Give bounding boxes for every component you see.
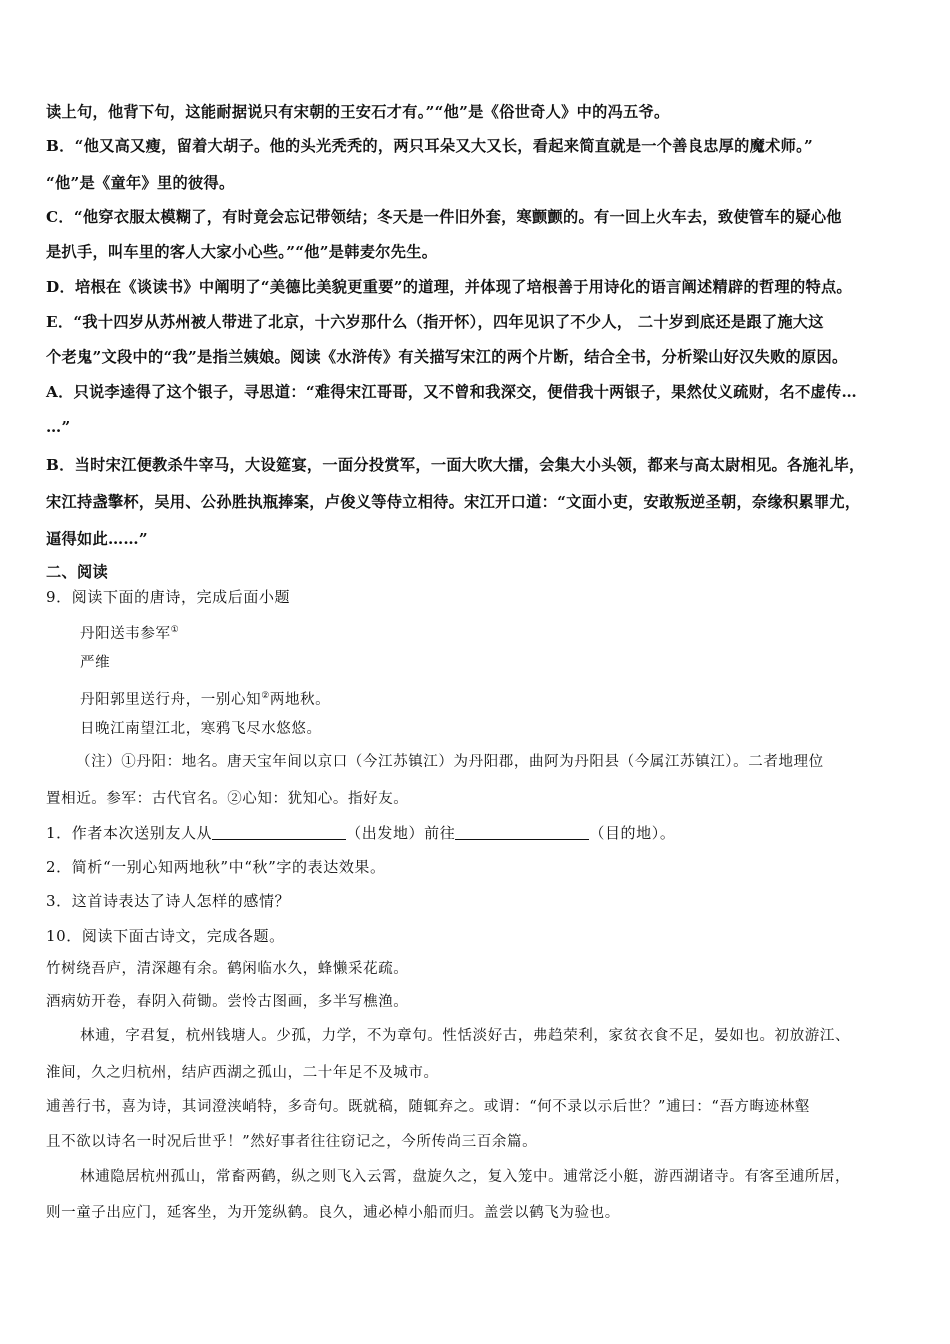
passage-line: 林逋，字君复，杭州钱塘人。少孤，力学，不为章句。性恬淡好古，弗趋荣利，家贫衣食不足，晏如也。初放游江、 xyxy=(80,1028,851,1044)
passage-line: 则一童子出应门，延客坐，为开笼纵鹤。良久，逋必棹小船而归。盖尝以鹤飞为验也。 xyxy=(46,1205,620,1221)
sub-question-1: 1．作者本次送别友人从 （出发地）前往 （目的地）。 xyxy=(46,824,676,842)
option-text-line: A．只说李逵得了这个银子，寻思道：“难得宋江哥哥，又不曾和我深交，便借我十两银子，果然仗义疏财，名不虚传… xyxy=(46,383,857,401)
passage-line: 林逋隐居杭州孤山，常畜两鹤，纵之则飞入云霄，盘旋久之，复入笼中。逋常泛小艇，游西湖诸寺。有客至逋所居， xyxy=(80,1169,851,1185)
sub-question-2: 2．简析“一别心知两地秋”中“秋”字的表达效果。 xyxy=(46,858,386,876)
option-text-line: 逼得如此……” xyxy=(46,530,148,548)
option-text-line: …” xyxy=(46,418,71,436)
option-text-line: 是扒手，叫车里的客人大家小心些。”“他”是韩麦尔先生。 xyxy=(46,243,438,261)
option-text-line: 个老鬼”文段中的“我”是指兰姨娘。阅读《水浒传》有关描写宋江的两个片断，结合全书，分析梁山好汉失败的原因。 xyxy=(46,348,848,366)
passage-line: 淮间，久之归杭州，结庐西湖之孤山，二十年足不及城市。 xyxy=(46,1065,439,1081)
section-heading: 二、阅读 xyxy=(46,563,108,581)
option-text-line: B．当时宋江便教杀牛宰马，大设筵宴，一面分投赏军，一面大吹大擂，会集大小头领，都来与高太尉相见。各施礼毕， xyxy=(46,456,865,474)
option-text-line: “他”是《童年》里的彼得。 xyxy=(46,174,235,192)
question-10-prompt: 10．阅读下面古诗文，完成各题。 xyxy=(46,927,285,945)
question-9-prompt: 9．阅读下面的唐诗，完成后面小题 xyxy=(46,588,291,606)
passage-line: 酒病妨开卷，春阴入荷锄。尝怜古图画，多半写樵渔。 xyxy=(46,994,409,1010)
passage-line: 逋善行书，喜为诗，其词澄浃峭特，多奇句。既就稿，随辄弃之。或谓：“何不录以示后世？”逋曰：“吾方晦迹林壑 xyxy=(46,1099,810,1115)
poem-title: 丹阳送韦参军① xyxy=(80,625,180,642)
option-text-line: E．“我十四岁从苏州被人带进了北京，十六岁那什么（指开怀），四年见识了不少人， 二十岁到底还是跟了施大这 xyxy=(46,313,824,331)
poem-line: 丹阳郭里送行舟，一别心知②两地秋。 xyxy=(80,691,331,708)
passage-line: 竹树绕吾庐，清深趣有余。鹤闲临水久，蜂懒采花疏。 xyxy=(46,961,409,977)
poem-author: 严维 xyxy=(80,655,111,671)
option-text-line: D．培根在《谈读书》中阐明了“美德比美貌更重要”的道理，并体现了培根善于用诗化的语言阐述精辟的哲理的特点。 xyxy=(46,278,852,296)
option-text-line: C．“他穿衣服太模糊了，有时竟会忘记带领结；冬天是一件旧外套，寒颤颤的。有一回上火车去，致使管车的疑心他 xyxy=(46,208,842,226)
option-text-line: 读上句，他背下句，这能耐据说只有宋朝的王安石才有。”“他”是《俗世奇人》中的冯五爷。 xyxy=(46,103,670,121)
answer-blank-departure[interactable] xyxy=(212,824,346,840)
passage-line: 且不欲以诗名一时况后世乎！”然好事者往往窃记之，今所传尚三百余篇。 xyxy=(46,1134,538,1150)
sub-question-3: 3．这首诗表达了诗人怎样的感情？ xyxy=(46,892,291,910)
option-text-line: 宋江持盏擎杯，吴用、公孙胜执瓶捧案，卢俊义等侍立相待。宋江开口道：“文面小吏，安敢叛逆圣朝，奈缘积累罪尤， xyxy=(46,493,861,511)
answer-blank-destination[interactable] xyxy=(455,824,589,840)
poem-line: 日晚江南望江北，寒鸦飞尽水悠悠。 xyxy=(80,721,322,737)
poem-note: （注）①丹阳：地名。唐天宝年间以京口（今江苏镇江）为丹阳郡，曲阿为丹阳县（今属江苏镇江）。二者地理位 xyxy=(76,754,824,770)
poem-note: 置相近。参军：古代官名。②心知：犹知心。指好友。 xyxy=(46,791,409,807)
option-text-line: B．“他又高又瘦，留着大胡子。他的头光秃秃的，两只耳朵又大又长，看起来简直就是一个善良忠厚的魔术师。” xyxy=(46,137,814,155)
